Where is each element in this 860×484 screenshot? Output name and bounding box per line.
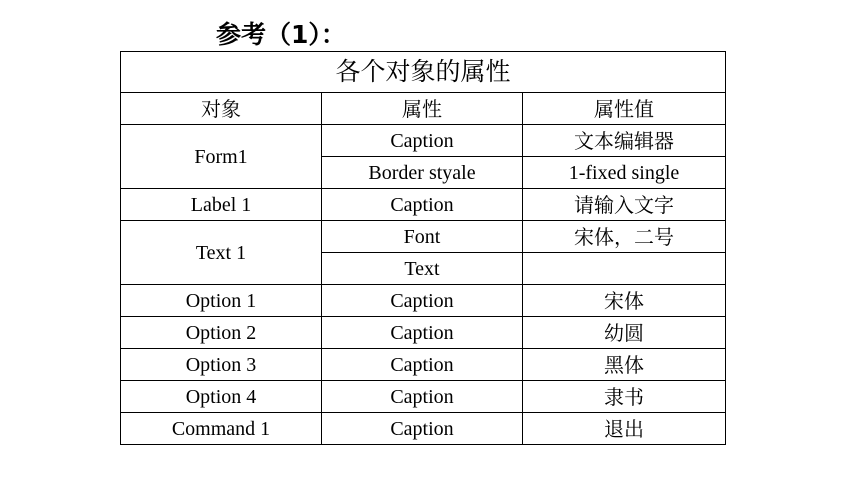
value-cell — [523, 253, 726, 285]
object-cell: Text 1 — [121, 221, 322, 285]
table-row — [121, 381, 726, 413]
object-cell: Option 1 — [121, 285, 322, 317]
value-cell: 宋体 — [523, 285, 726, 317]
table-row — [121, 189, 726, 221]
property-cell: Caption — [322, 285, 523, 317]
value-cell: 文本编辑器 — [523, 125, 726, 157]
object-cell: Option 4 — [121, 381, 322, 413]
value-cell: 黑体 — [523, 349, 726, 381]
table-row — [121, 349, 726, 381]
property-cell: Text — [322, 253, 523, 285]
value-cell: 请输入文字 — [523, 189, 726, 221]
value-cell: 幼圆 — [523, 317, 726, 349]
column-header-object: 对象 — [121, 93, 322, 125]
table-header-row — [121, 93, 726, 125]
properties-table — [120, 51, 726, 445]
property-cell: Caption — [322, 413, 523, 445]
table-caption-row — [121, 52, 726, 93]
object-cell: Command 1 — [121, 413, 322, 445]
column-header-property: 属性 — [322, 93, 523, 125]
property-cell: Font — [322, 221, 523, 253]
value-cell: 隶书 — [523, 381, 726, 413]
property-cell: Caption — [322, 189, 523, 221]
table-row — [121, 221, 726, 253]
table-row — [121, 413, 726, 445]
value-cell: 退出 — [523, 413, 726, 445]
property-cell: Caption — [322, 381, 523, 413]
page-heading: 参考（1）： — [216, 20, 346, 49]
table-row — [121, 285, 726, 317]
property-cell: Caption — [322, 317, 523, 349]
property-cell: Caption — [322, 125, 523, 157]
value-cell: 1-fixed single — [523, 157, 726, 189]
object-cell: Option 2 — [121, 317, 322, 349]
object-cell: Form1 — [121, 125, 322, 189]
table-caption: 各个对象的属性 — [121, 52, 726, 93]
value-cell: 宋体，二号 — [523, 221, 726, 253]
table-row — [121, 125, 726, 157]
object-cell: Label 1 — [121, 189, 322, 221]
property-cell: Caption — [322, 349, 523, 381]
property-cell: Border styale — [322, 157, 523, 189]
column-header-value: 属性值 — [523, 93, 726, 125]
table-row — [121, 317, 726, 349]
object-cell: Option 3 — [121, 349, 322, 381]
